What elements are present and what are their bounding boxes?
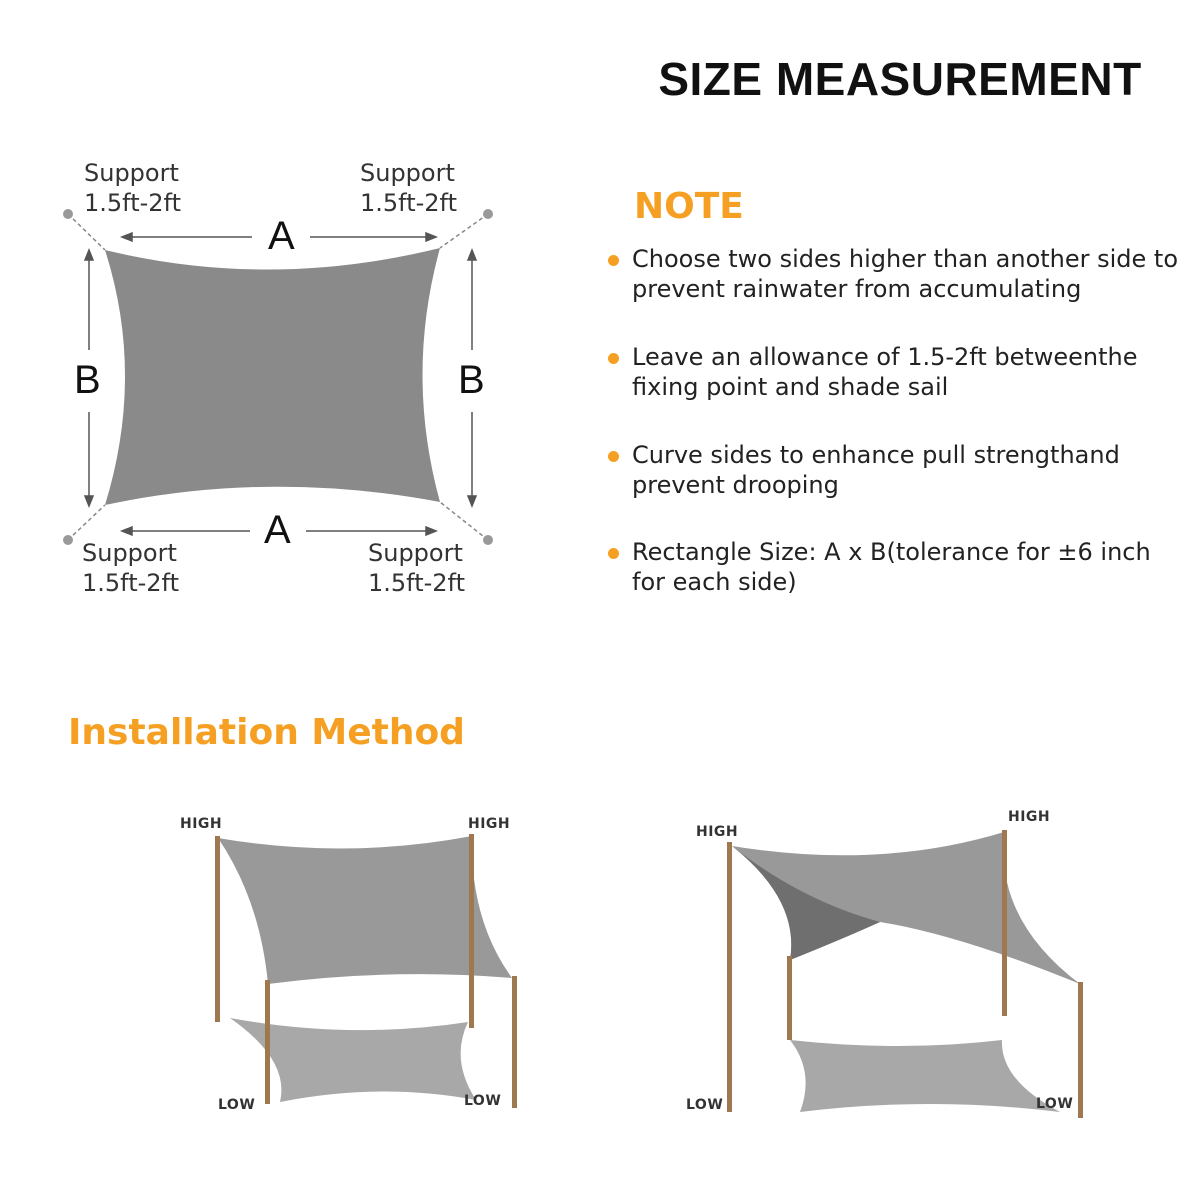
note-item <box>608 342 1188 402</box>
support-label-top-left: Support 1.5ft-2ft <box>84 159 181 217</box>
installation-scene-right <box>727 830 1083 1118</box>
installation-heading: Installation Method <box>68 712 465 753</box>
note-item <box>608 537 1188 597</box>
dimension-b-left: B <box>74 358 101 402</box>
pole-label-low: LOW <box>686 1097 724 1113</box>
shadow-right <box>790 1040 1060 1112</box>
pole-label-high: HIGH <box>468 816 511 832</box>
bullet-dot-icon <box>608 353 619 364</box>
pole-label-high: HIGH <box>696 824 739 840</box>
note-item-text: Choose two sides higher than another side to prevent rainwater from accumulating <box>632 245 1179 303</box>
dimension-b-right: B <box>458 358 485 402</box>
bullet-dot-icon <box>608 548 619 559</box>
sail-left <box>218 836 512 984</box>
note-item-text: Curve sides to enhance pull strengthand prevent drooping <box>632 441 1120 499</box>
installation-scene-left <box>215 834 517 1108</box>
pole-label-high: HIGH <box>180 816 223 832</box>
pole-label-high: HIGH <box>1008 809 1051 825</box>
shade-sail-rect <box>105 248 440 505</box>
note-heading: NOTE <box>634 186 744 227</box>
page-title: SIZE MEASUREMENT <box>658 53 1142 105</box>
note-item <box>608 440 1188 500</box>
dimension-a-top: A <box>268 214 295 258</box>
support-label-top-right: Support 1.5ft-2ft <box>360 159 457 217</box>
note-item-text: Rectangle Size: A x B(tolerance for ±6 inch for each side) <box>632 538 1151 596</box>
pole-label-low: LOW <box>218 1097 256 1113</box>
bullet-dot-icon <box>608 451 619 462</box>
note-item <box>608 244 1188 304</box>
pole-label-low: LOW <box>464 1093 502 1109</box>
dimension-a-bottom: A <box>264 508 291 552</box>
bullet-dot-icon <box>608 255 619 266</box>
note-item-text: Leave an allowance of 1.5-2ft betweenthe fixing point and shade sail <box>632 343 1138 401</box>
support-label-bottom-right: Support 1.5ft-2ft <box>368 539 465 597</box>
pole-label-low: LOW <box>1036 1096 1074 1112</box>
support-label-bottom-left: Support 1.5ft-2ft <box>82 539 179 597</box>
